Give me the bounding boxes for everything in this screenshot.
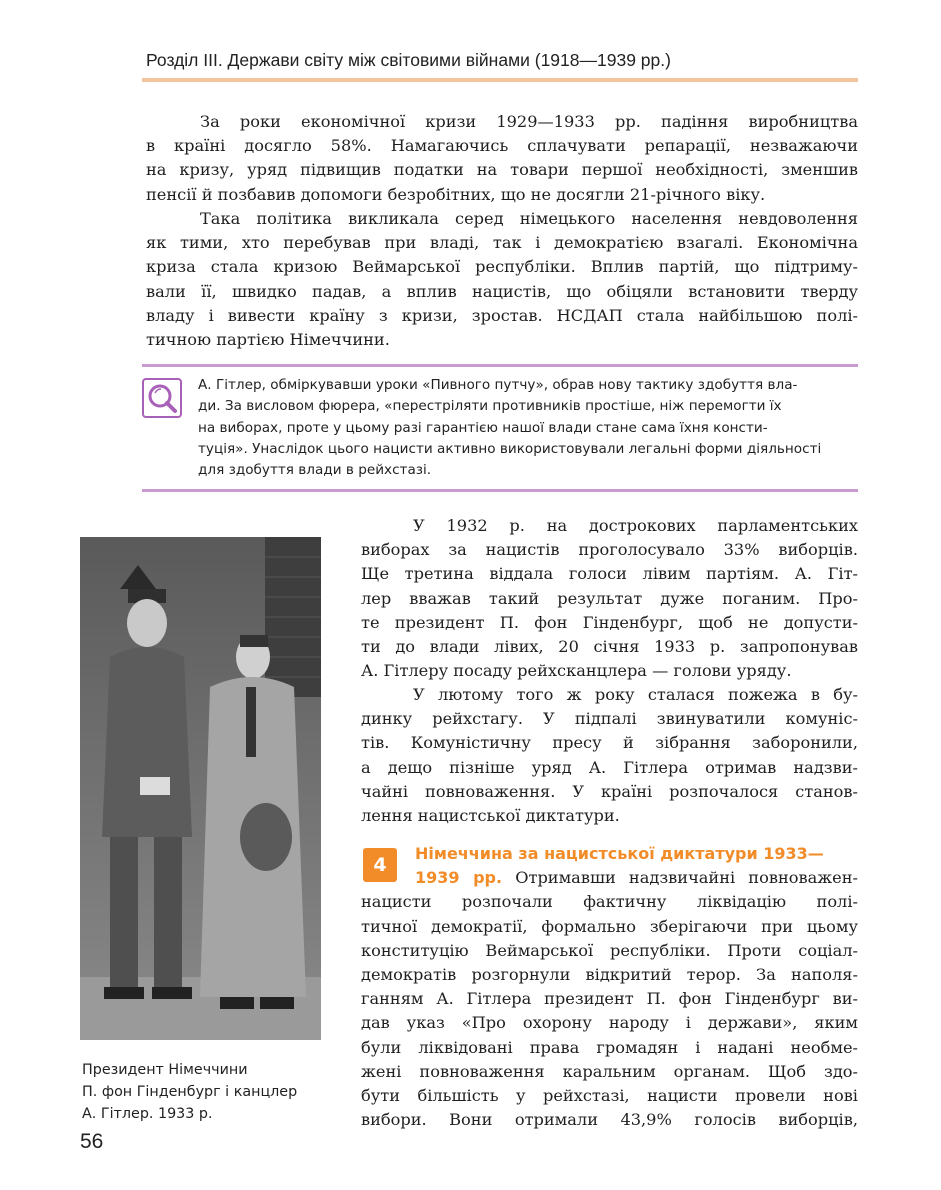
text-line: як тими, хто перебував при владі, так і демократією взагалі. Економічна <box>146 233 858 253</box>
text-line: виборах за нацистів проголосувало 33% виборців. <box>361 540 858 560</box>
text-line: У 1932 р. на дострокових парламентських <box>413 516 858 535</box>
caption-line: П. фон Гінденбург і канцлер <box>82 1084 298 1100</box>
paragraph-1932-elections <box>361 514 858 683</box>
text-line: лер вважав такий результат дуже поганим. Про- <box>361 588 858 608</box>
text-run: Отримавши надзвичайні повноважен- <box>502 868 858 888</box>
info-line: на виборах, проте у цьому разі гарантією нашої влади стане сама їхня консти- <box>198 419 768 436</box>
text-line <box>361 866 858 890</box>
page-number: 56 <box>80 1130 104 1153</box>
text-line: динку рейхстагу. У підпалі звинуватили комуніс- <box>361 709 858 729</box>
text-line: Така політика викликала серед німецького населення невдоволення <box>200 209 858 228</box>
text-line: в країні досягло 58%. Намагаючись сплачувати репарації, незважаючи <box>146 136 858 156</box>
paragraph-discontent <box>146 207 858 352</box>
text-line: ти до влади лівих, 20 січня 1933 р. запропонував <box>361 637 858 657</box>
text-line: тичною партією Німеччини. <box>146 330 390 350</box>
info-box-text <box>198 375 858 481</box>
text-line: А. Гітлеру посаду рейхсканцлера — голови уряду. <box>361 661 792 681</box>
text-line: За роки економічної кризи 1929—1933 рр. падіння виробництва <box>200 112 858 131</box>
text-line: конституцію Веймарської республіки. Проти соціал- <box>361 940 858 960</box>
text-line: бути більшість у рейхстазі, нацисти провели нові <box>361 1086 858 1106</box>
photo-caption <box>82 1059 342 1125</box>
text-line: ганням А. Гітлера президент П. фон Гінденбург ви- <box>361 989 858 1009</box>
running-header: Розділ III. Держави світу між світовими війнами (1918—1939 рр.) <box>146 50 671 70</box>
section-heading: Німеччина за нацистської диктатури 1933— <box>415 844 824 863</box>
text-line: тів. Комуністичну пресу й зібрання заборонили, <box>361 733 858 753</box>
info-box-bottom-rule <box>142 489 858 492</box>
text-line: У лютому того ж року сталася пожежа в бу- <box>413 685 858 704</box>
text-line: а дещо пізніше уряд А. Гітлера отримав надзви- <box>361 757 858 777</box>
header-rule <box>142 78 858 82</box>
text-line: чайні повноваження. У країні розпочалося станов- <box>361 781 858 801</box>
caption-line: Президент Німеччини <box>82 1062 248 1078</box>
text-line: лення нацистської диктатури. <box>361 806 620 826</box>
info-line: ди. За висловом фюрера, «перестріляти противників простіше, ніж перемогти їх <box>198 398 782 415</box>
historical-photo <box>80 537 321 1040</box>
info-line: туція». Унаслідок цього нацисти активно використовували легальні форми діяльності <box>198 440 822 457</box>
paragraph-reichstag-fire <box>361 683 858 828</box>
info-line: для здобуття влади в рейхстазі. <box>198 462 432 479</box>
magnifier-icon <box>142 378 182 418</box>
text-line: вали її, швидко падав, а вплив нацистів, що обіцяли встановити тверду <box>146 281 858 301</box>
info-box-top-rule <box>142 364 858 367</box>
paragraph-economic-crisis <box>146 110 858 207</box>
paragraph-nazi-dictatorship <box>361 842 858 1132</box>
text-line: нацисти розпочали фактичну ліквідацію полі- <box>361 892 858 912</box>
text-line: те президент П. фон Гінденбург, щоб не допусти- <box>361 612 858 632</box>
text-line: владу і вивести країну з кризи, зростав. НСДАП стала найбільшою полі- <box>146 305 858 325</box>
text-line: демократів розгорнули відкритий терор. За наполя- <box>361 965 858 985</box>
section-heading-line <box>361 842 858 866</box>
info-line: А. Гітлер, обміркувавши уроки «Пивного путчу», обрав нову тактику здобуття вла- <box>198 377 798 393</box>
text-line: пенсії й позбавив допомоги безробітних, що не досягли 21-річного віку. <box>146 184 766 204</box>
caption-line: А. Гітлер. 1933 р. <box>82 1106 213 1122</box>
text-line: дав указ «Про охорону народу і держави», яким <box>361 1013 858 1033</box>
text-line: Ще третина віддала голоси лівим партіям. А. Гіт- <box>361 564 858 584</box>
section-number-badge: 4 <box>363 848 397 882</box>
section-heading-end: 1939 рр. <box>415 868 503 888</box>
text-line: були ліквідовані права громадян і надані необме- <box>361 1037 858 1057</box>
text-line: жені повноваження каральним органам. Щоб здо- <box>361 1061 858 1081</box>
text-line: вибори. Вони отримали 43,9% голосів виборців, <box>361 1110 858 1130</box>
text-line: криза стала кризою Веймарської республіки. Вплив партій, що підтриму- <box>146 257 858 277</box>
text-line: тичної демократії, формально зберігаючи при цьому <box>361 916 858 936</box>
text-line: на кризу, уряд підвищив податки на товари першої необхідності, зменшив <box>146 160 858 180</box>
